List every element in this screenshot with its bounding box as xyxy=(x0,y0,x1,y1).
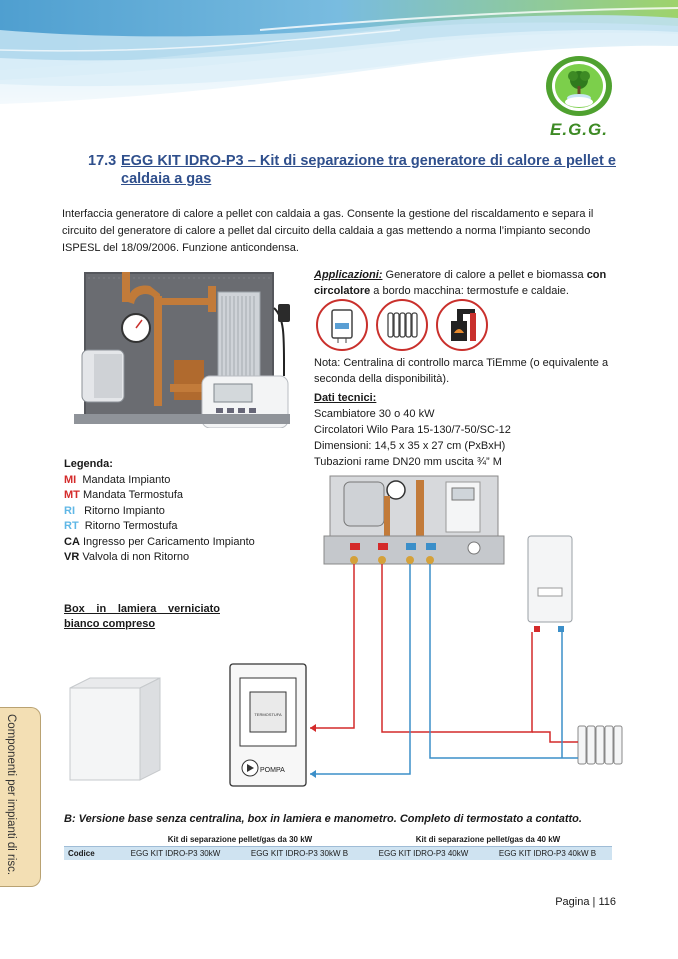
version-note: B: Versione base senza centralina, box in lamiera e manometro. Completo di termostato a contatto. xyxy=(64,813,582,825)
page-number: 116 xyxy=(598,896,616,908)
technical-line: Scambiatore 30 o 40 kW xyxy=(314,408,435,420)
technical-data xyxy=(314,390,618,470)
table-header-30kw: Kit di separazione pellet/gas da 30 kW xyxy=(116,833,364,847)
legend-label: Ritorno Impianto xyxy=(84,504,165,517)
technical-line: Circolatori Wilo Para 15-130/7-50/SC-12 xyxy=(314,424,511,436)
legend-code: RI xyxy=(64,504,75,517)
applications-label: Applicazioni: xyxy=(314,269,383,281)
legend-label: Ingresso per Caricamento Impianto xyxy=(82,535,255,548)
table-cell: EGG KIT IDRO-P3 30kW B xyxy=(235,847,364,861)
legend-label: Mandata Impianto xyxy=(82,473,171,486)
legend-code: VR xyxy=(64,551,80,563)
legend-code: MT xyxy=(64,489,80,501)
legend-code: MI xyxy=(64,473,77,486)
section-number: 17.3 xyxy=(88,153,117,169)
table-header-empty xyxy=(64,833,116,847)
egg-logo xyxy=(542,54,616,144)
stove-flue-icon xyxy=(436,299,488,351)
table-header-40kw: Kit di separazione pellet/gas da 40 kW xyxy=(364,833,612,847)
egg-logo-icon xyxy=(542,54,616,118)
section-title-text: EGG KIT IDRO-P3 – Kit di separazione tra generatore di calore a pellet e caldaia a gas xyxy=(121,153,616,187)
application-icons xyxy=(316,299,488,351)
applications-text xyxy=(314,267,616,299)
legend-code: RT xyxy=(64,520,79,532)
white-box-photo xyxy=(64,676,164,784)
kit-code-table xyxy=(64,833,612,860)
technical-heading: Dati tecnici: xyxy=(314,392,377,404)
page-footer: Pagina | 116 xyxy=(555,896,616,908)
table-cell-label: Codice xyxy=(64,847,116,861)
side-chapter-tab xyxy=(0,707,41,887)
note-text: Nota: Centralina di controllo marca TiEmme (o equivalente a seconda della disponibilità). xyxy=(314,357,609,385)
box-note: Box in lamiera verniciato bianco compreso xyxy=(64,603,220,630)
legend-label: Mandata Termostufa xyxy=(82,489,184,501)
applications-bold: con circolatore xyxy=(314,269,607,297)
applications-text-2: a bordo macchina: termostufe e caldaie. xyxy=(370,285,569,297)
technical-line: Dimensioni: 14,5 x 35 x 27 cm (PxBxH) xyxy=(314,440,506,452)
legend-label: Ritorno Termostufa xyxy=(84,520,178,532)
table-cell: EGG KIT IDRO-P3 40kW B xyxy=(483,847,612,861)
side-tab-text: Componenti per impianti di risc. xyxy=(5,714,17,876)
hydraulic-diagram xyxy=(226,468,626,800)
radiator-icon xyxy=(376,299,428,351)
table-row xyxy=(64,847,612,861)
product-photo xyxy=(70,268,296,428)
logo-text: E.G.G. xyxy=(550,120,608,139)
legend-label: Valvola di non Ritorno xyxy=(82,551,190,563)
table-header-row xyxy=(64,833,612,847)
intro-paragraph: Interfaccia generatore di calore a pellet con caldaia a gas. Consente la gestione del riscaldamento e separa il circuito del generatore di calore a pellet dal circuito della caldaia a gas mettendo a norma l’impianto secondo ISPESL del 18/09/2006. Funzione anticondensa. xyxy=(62,208,594,254)
legend-code: CA xyxy=(64,535,80,548)
stove-label: TERMOSTUFA xyxy=(254,712,282,717)
boiler-icon xyxy=(316,299,368,351)
page-label: Pagina xyxy=(555,896,590,908)
applications-text-1: Generatore di calore a pellet e biomassa xyxy=(382,269,587,281)
legend-heading: Legenda: xyxy=(64,458,113,470)
table-cell: EGG KIT IDRO-P3 30kW xyxy=(116,847,235,861)
pump-label: POMPA xyxy=(260,767,285,774)
technical-line: Tubazioni rame DN20 mm uscita ¾” M xyxy=(314,456,502,468)
table-cell: EGG KIT IDRO-P3 40kW xyxy=(364,847,483,861)
